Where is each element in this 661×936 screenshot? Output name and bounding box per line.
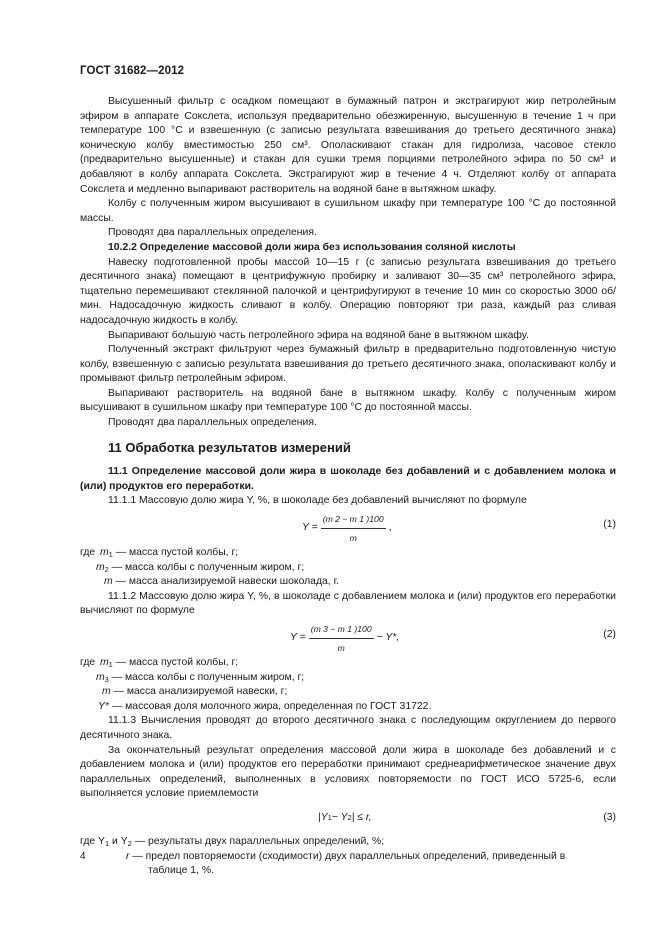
var: m <box>96 671 105 683</box>
where-line <box>80 685 616 700</box>
var: r <box>126 850 130 862</box>
definition: — предел повторяемости (сходимости) двух параллельных определений, приведенный в <box>129 850 566 862</box>
definition: таблице 1, %. <box>148 865 214 877</box>
where-label: где <box>80 657 96 668</box>
var: m <box>100 547 109 559</box>
formula-number: (1) <box>603 519 616 531</box>
definition: — масса пустой колбы, г; <box>112 547 239 559</box>
definition: — масса анализируемой навески, г; <box>110 686 288 698</box>
subscript: 2 <box>127 838 132 848</box>
denominator: m <box>349 532 357 543</box>
subscript: 1 <box>108 660 113 669</box>
formula-number: (2) <box>603 629 616 640</box>
definition: — результаты двух параллельных определений, %; <box>131 835 385 847</box>
where-line <box>80 700 616 715</box>
where-line <box>80 575 616 590</box>
section-heading-10-2-2: 10.2.2 Определение массовой доли жира без использования соляной кислоты <box>108 241 516 253</box>
formula-lhs: Y = <box>290 632 306 644</box>
fraction <box>309 622 374 655</box>
paragraph: 11.1.1 Массовую долю жира Y, %, в шоколаде без добавлений вычисляют по формуле <box>108 495 527 507</box>
formula-tail: , <box>388 522 392 534</box>
paragraph: Выпаривают растворитель на водяной бане в вытяжном шкафу. Колбу с полученным жиром высушивают в сушильном шкафу при температуре 100 °С до постоянной массы. <box>80 387 616 414</box>
paragraph: 11.1.3 Вычисления проводят до второго десятичного знака с последующим округлением до первого десятичного знака. <box>80 715 616 741</box>
paragraph: Навеску подготовленной пробы массой 10—15 г (с записью результата взвешивания до третьего десятичного знака) помещают в центрифужную пробирку и заливают 30—35 см³ петролейного эфира, тщательно перемешивают стеклянной палочкой и центрифугируют в течение 10 мин со скоростью 3000 об/мин. Надосадочную жидкость сливают в колбу. Операцию повторяют три раза, каждый раз сливая надосадочную жидкость в колбу. <box>80 256 616 326</box>
paragraph: Проводят два параллельных определения. <box>108 227 317 239</box>
document-body <box>80 95 616 879</box>
subscript: 1 <box>104 838 110 848</box>
where-line <box>80 850 616 865</box>
section-heading-11-1: 11.1 Определение массовой доли жира в шоколаде без добавлений и с добавлением молока и (или) продуктов его переработки. <box>80 466 616 492</box>
document-header: ГОСТ 31682—2012 <box>80 65 185 77</box>
paragraph: 11.1.2 Массовую долю жира Y, %, в шоколаде с добавлением молока и (или) продуктов его переработки вычисляют по формуле <box>80 590 616 617</box>
fraction <box>321 512 386 545</box>
formula-3: |Y 1 − Y 2 | ≤ r, (3) <box>80 805 616 831</box>
where-label: где Y <box>80 835 105 847</box>
paragraph: Выпаривают большую часть петролейного эфира на водяной бане в вытяжном шкафу. <box>108 329 529 341</box>
expr-part: | ≤ r, <box>351 811 372 823</box>
var: m <box>102 686 111 698</box>
page-number: 4 <box>80 851 86 862</box>
definition: — масса пустой колбы, г; <box>112 657 239 668</box>
where-line <box>80 864 616 879</box>
paragraph: Высушенный фильтр с осадком помещают в бумажный патрон и экстрагируют жир петролейным эфиром в аппарате Сокслета, используя предварительно обезжиренную, высушенную в течение 1 ч при температуре 100 °С и взвешенную (с записью результата взвешивания до третьего десятичного знака) коническую колбу вместимостью 250 см³. Ополаскивают стакан для гидролиза, часовое стекло (предварительно высушенные) и стакан для сушки тремя порциями петролейного эфира по 50 см³ и добавляют в колбу аппарата Сокслета. Экстрагируют жир в течение 4 ч. Отделяют колбу от аппарата Сокслета и медленно выпаривают растворитель на водяной бане в вытяжном шкафу. <box>80 96 616 195</box>
paragraph: Колбу с полученным жиром высушивают в сушильном шкафу при температуре 100 °С до постоянной массы. <box>80 198 616 224</box>
section-heading-11: 11 Обработка результатов измерений <box>108 439 351 455</box>
formula-lhs: Y = <box>302 522 318 534</box>
formula-2 <box>80 622 616 652</box>
subscript: 2 <box>104 564 109 574</box>
expr-part: − Y <box>331 811 348 823</box>
where-line <box>80 546 616 561</box>
subscript: 3 <box>104 674 109 684</box>
definition: — массовая доля молочного жира, определенная по ГОСТ 31722. <box>108 700 432 712</box>
numerator: (m 3 − m 1 )100 <box>309 622 374 639</box>
where-label: и Y <box>109 835 128 847</box>
where-line <box>80 835 616 850</box>
var: m <box>100 657 109 668</box>
paragraph: Проводят два параллельных определения. <box>108 417 317 429</box>
where-line <box>80 561 616 576</box>
formula-number: (3) <box>603 811 616 823</box>
paragraph: Полученный экстракт фильтруют через бумажный фильтр в предварительно подготовленную чистую колбу, взвешенную с записью результата взвешивания до третьего десятичного знака, ополаскивают колбу и промывают фильтр петролейным эфиром. <box>80 344 616 385</box>
where-line <box>80 656 616 671</box>
var: m <box>104 576 113 588</box>
paragraph: За окончательный результат определения массовой доли жира в шоколаде без добавлений и с добавлением молока и (или) продуктов его переработки принимают среднеарифметическое значение двух параллельных определений, выполненных в условиях повторяемости по ГОСТ ИСО 5725-6, если выполняется условие приемлемости <box>80 744 616 800</box>
where-label: где <box>80 547 96 559</box>
expr-part: |Y <box>318 811 328 823</box>
subscript: 1 <box>108 550 113 560</box>
var: m <box>96 561 105 573</box>
denominator: m <box>337 642 345 653</box>
numerator: (m 2 − m 1 )100 <box>321 512 386 529</box>
formula-tail: − Y*, <box>376 632 400 644</box>
definition: — масса анализируемой навески шоколада, г. <box>112 576 339 588</box>
where-line <box>80 671 616 686</box>
var: Y* <box>98 700 109 712</box>
formula-1 <box>80 512 616 542</box>
definition: — масса колбы с полученным жиром, г; <box>108 561 305 573</box>
definition: — масса колбы с полученным жиром, г; <box>108 671 305 683</box>
